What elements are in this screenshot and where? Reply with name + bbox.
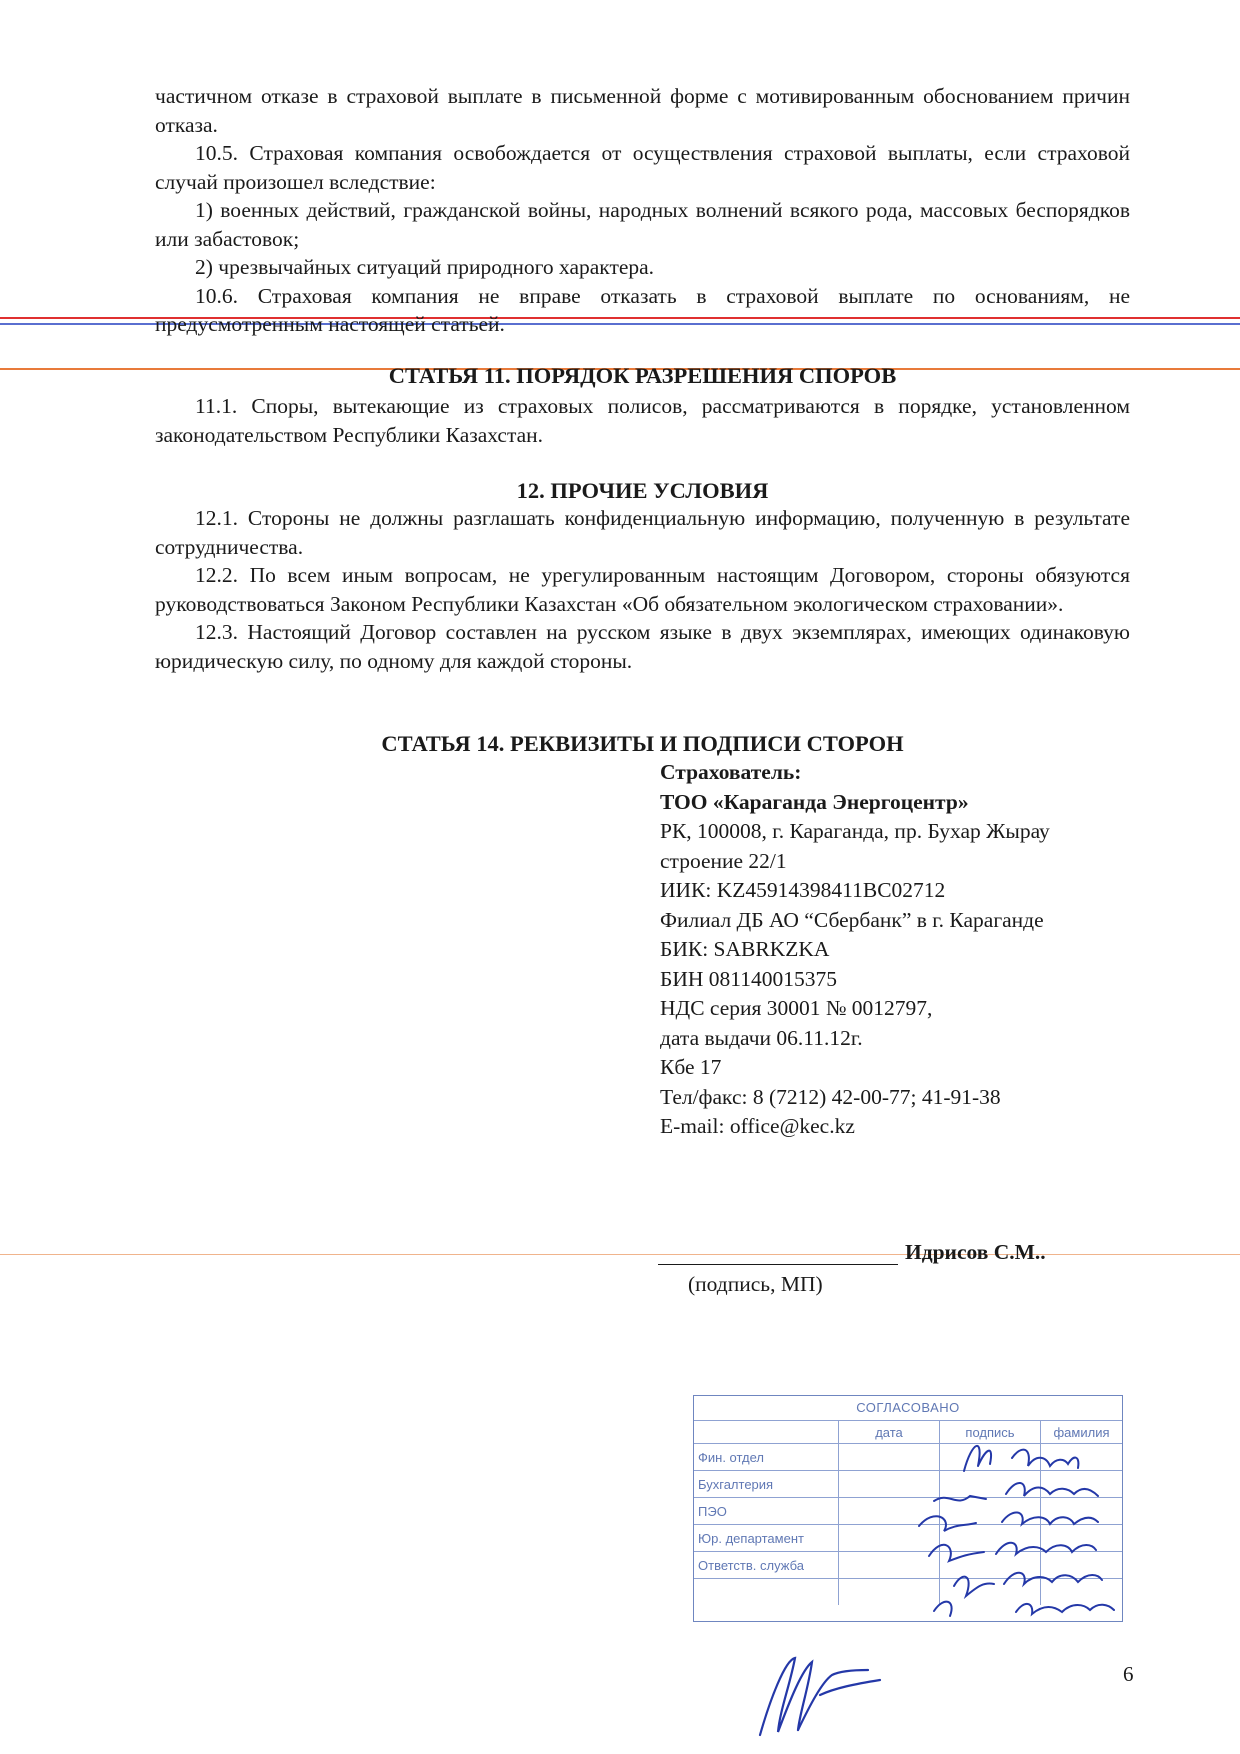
bin: БИН 081140015375 bbox=[660, 966, 837, 991]
signature-caption: (подпись, МП) bbox=[688, 1272, 823, 1296]
party-role: Страхователь: bbox=[660, 760, 802, 784]
stamp-row-label: ПЭО bbox=[694, 1498, 839, 1525]
list-item: 1) военных действий, гражданской войны, народных волнений всякого рода, массовых беспорядков или забастовок; bbox=[155, 198, 1130, 251]
bank-name: Филиал ДБ АО “Сбербанк” в г. Караганде bbox=[660, 907, 1044, 932]
stamp-column-header: дата bbox=[839, 1421, 940, 1444]
company-name: ТОО «Караганда Энергоцентр» bbox=[660, 789, 969, 814]
stamp-row-label: Фин. отдел bbox=[694, 1444, 839, 1471]
article-12-heading: 12. ПРОЧИЕ УСЛОВИЯ bbox=[516, 478, 769, 503]
iik: ИИК: KZ45914398411BC02712 bbox=[660, 878, 946, 902]
paragraph-10-5: 10.5. Страховая компания освобождается от осуществления страховой выплаты, если страховой случай произошел вследствие: bbox=[155, 141, 1130, 194]
clause-10-text bbox=[155, 82, 1130, 339]
vat-certificate: НДС серия 30001 № 0012797, bbox=[660, 996, 933, 1020]
approval-stamp bbox=[693, 1395, 1123, 1622]
stamp-table bbox=[694, 1420, 1122, 1605]
insured-requisites bbox=[660, 758, 1140, 1142]
stamp-row bbox=[694, 1525, 1122, 1552]
article-11-text bbox=[155, 392, 1130, 449]
article-12-text bbox=[155, 504, 1130, 675]
scan-line-faint bbox=[0, 1254, 1240, 1255]
email: E-mail: office@kec.kz bbox=[660, 1114, 855, 1138]
stamp-header-row bbox=[694, 1421, 1122, 1444]
paragraph-12-3: 12.3. Настоящий Договор составлен на русском языке в двух экземплярах, имеющих одинаковую юридическую силу, по одному для каждой стороны. bbox=[155, 620, 1130, 673]
stamp-row bbox=[694, 1471, 1122, 1498]
article-11-heading: СТАТЬЯ 11. ПОРЯДОК РАЗРЕШЕНИЯ СПОРОВ bbox=[388, 363, 897, 388]
stamp-row bbox=[694, 1552, 1122, 1579]
stamp-column-header: фамилия bbox=[1041, 1421, 1123, 1444]
kbe: Кбе 17 bbox=[660, 1055, 722, 1079]
stamp-row-label: Юр. департамент bbox=[694, 1525, 839, 1552]
stamp-row-label: Бухгалтерия bbox=[694, 1471, 839, 1498]
phone-fax: Тел/факс: 8 (7212) 42-00-77; 41-91-38 bbox=[660, 1084, 1001, 1109]
address-line-1: РК, 100008, г. Караганда, пр. Бухар Жырау bbox=[660, 819, 1050, 843]
signatory-name: Идрисов С.М.. bbox=[905, 1240, 1046, 1264]
paragraph: частичном отказе в страховой выплате в письменной форме с мотивированным обоснованием причин отказа. bbox=[155, 84, 1130, 137]
paragraph-12-1: 12.1. Стороны не должны разглашать конфиденциальную информацию, полученную в результате сотрудничества. bbox=[155, 506, 1130, 559]
stamp-title: СОГЛАСОВАНО bbox=[856, 1400, 960, 1415]
paragraph-11-1: 11.1. Споры, вытекающие из страховых полисов, рассматриваются в порядке, установленном законодательством Республики Казахстан. bbox=[155, 394, 1130, 447]
stamp-row bbox=[694, 1498, 1122, 1525]
stamp-row bbox=[694, 1444, 1122, 1471]
handwritten-signature bbox=[750, 1640, 910, 1740]
stamp-row-label: Ответств. служба bbox=[694, 1552, 839, 1579]
paragraph-10-6: 10.6. Страховая компания не вправе отказать в страховой выплате по основаниям, не предусмотренным настоящей статьей. bbox=[155, 283, 1130, 336]
bik: БИК: SABRKZKA bbox=[660, 937, 830, 961]
list-item: 2) чрезвычайных ситуаций природного характера. bbox=[195, 255, 655, 279]
stamp-row bbox=[694, 1579, 1122, 1606]
article-14-heading: СТАТЬЯ 14. РЕКВИЗИТЫ И ПОДПИСИ СТОРОН bbox=[381, 731, 904, 756]
stamp-row-label bbox=[694, 1579, 839, 1606]
paragraph-12-2: 12.2. По всем иным вопросам, не урегулированным настоящим Договором, стороны обязуются руководствоваться Законом Республики Казахстан «Об обязательном экологическом страховании». bbox=[155, 563, 1130, 616]
stamp-column-header: подпись bbox=[940, 1421, 1041, 1444]
vat-issue-date: дата выдачи 06.11.12г. bbox=[660, 1025, 863, 1050]
page-number: 6 bbox=[1123, 1662, 1134, 1686]
address-line-2: строение 22/1 bbox=[660, 848, 787, 873]
stamp-column-header bbox=[694, 1421, 839, 1444]
signature-line bbox=[658, 1240, 898, 1265]
